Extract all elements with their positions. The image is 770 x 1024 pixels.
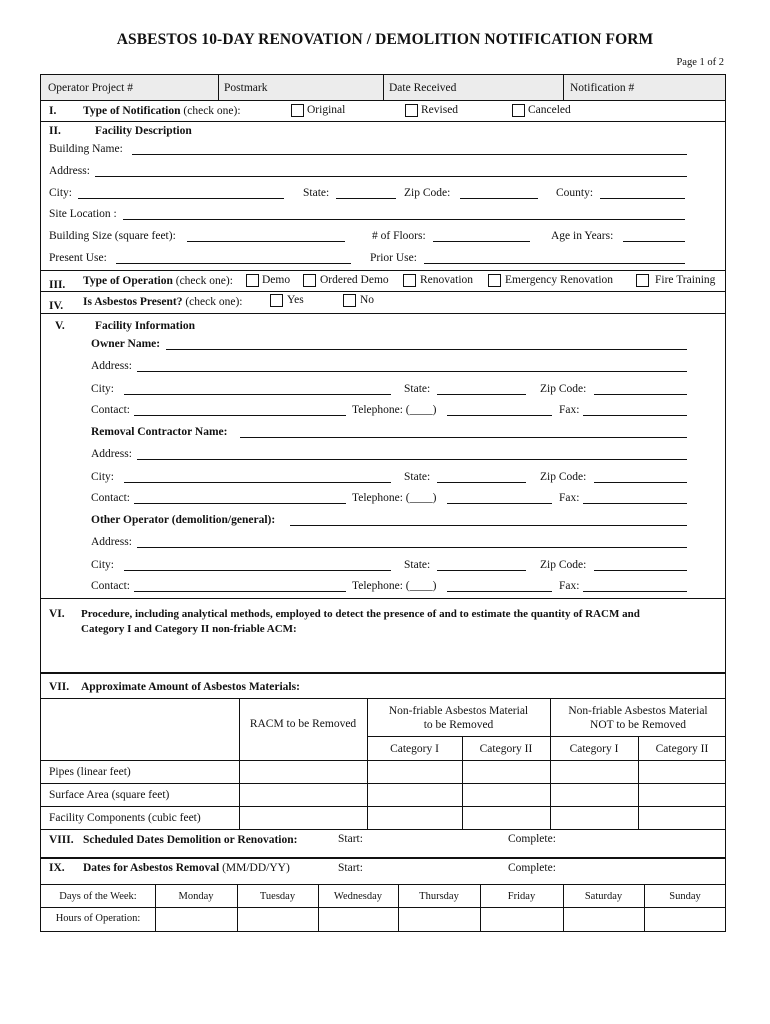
owner-zip-field[interactable]: [594, 394, 687, 395]
section-9-hint: (MM/DD/YY): [222, 862, 290, 874]
age-field[interactable]: [623, 241, 685, 242]
section-8-label: Scheduled Dates Demolition or Renovation:: [83, 834, 298, 846]
site-location-label: Site Location :: [49, 208, 117, 220]
emergency-renovation-checkbox[interactable]: [488, 274, 501, 287]
owner-address-label: Address:: [91, 360, 132, 372]
other-address-label: Address:: [91, 536, 132, 548]
site-location-field[interactable]: [123, 219, 685, 220]
section-6-number: VI.: [49, 608, 65, 620]
ordered-demo-checkbox[interactable]: [303, 274, 316, 287]
other-zip-label: Zip Code:: [540, 559, 587, 571]
building-size-field[interactable]: [187, 241, 345, 242]
contractor-zip-label: Zip Code:: [540, 471, 587, 483]
section-3-hint: (check one):: [175, 275, 233, 287]
surface-area-row-label: Surface Area (square feet): [49, 789, 170, 801]
rule: [40, 270, 726, 271]
emergency-renovation-label: Emergency Renovation: [505, 274, 614, 286]
racm-column-header: RACM to be Removed: [249, 718, 357, 730]
renovation-checkbox[interactable]: [403, 274, 416, 287]
owner-address-field[interactable]: [137, 371, 687, 372]
yes-label: Yes: [287, 294, 304, 306]
other-fax-field[interactable]: [583, 591, 687, 592]
other-contact-field[interactable]: [134, 591, 346, 592]
section-9-complete-label: Complete:: [508, 862, 556, 874]
prior-use-field[interactable]: [424, 263, 685, 264]
address-field[interactable]: [95, 176, 687, 177]
days-row-rule: [40, 907, 726, 908]
thursday-label: Thursday: [419, 891, 459, 902]
original-label: Original: [307, 104, 346, 116]
header-divider: [383, 75, 384, 100]
form-title: ASBESTOS 10-DAY RENOVATION / DEMOLITION NOTIFICATION FORM: [116, 31, 654, 48]
table-row-rule: [40, 806, 726, 807]
building-name-label: Building Name:: [49, 143, 123, 155]
section-3-heading: [83, 274, 233, 288]
section-8-complete-label: Complete:: [508, 833, 556, 845]
notification-number-label: Notification #: [570, 82, 635, 94]
contractor-fax-field[interactable]: [583, 503, 687, 504]
section-6-text-line-2: Category I and Category II non-friable ACM:: [81, 623, 297, 635]
other-telephone-label: Telephone: (____): [352, 580, 437, 592]
section-5-number: V.: [55, 320, 65, 332]
other-fax-label: Fax:: [559, 580, 580, 592]
address-label: Address:: [49, 165, 90, 177]
fire-training-checkbox[interactable]: [636, 274, 649, 287]
building-size-label: Building Size (square feet):: [49, 230, 176, 242]
nonfriable-not-removed-header-line-1: Non-friable Asbestos Material: [568, 705, 708, 717]
header-divider: [218, 75, 219, 100]
other-zip-field[interactable]: [594, 570, 687, 571]
rule: [40, 698, 726, 699]
removal-contractor-field[interactable]: [240, 437, 687, 438]
demo-label: Demo: [262, 274, 291, 286]
days-of-week-label: Days of the Week:: [59, 891, 137, 902]
contractor-city-label: City:: [91, 471, 115, 483]
section-8-start-label: Start:: [338, 833, 363, 845]
owner-telephone-label: Telephone: (____): [352, 404, 437, 416]
section-9-label: Dates for Asbestos Removal: [83, 862, 220, 874]
revised-checkbox[interactable]: [405, 104, 418, 117]
rule: [40, 121, 726, 122]
contractor-contact-field[interactable]: [134, 503, 346, 504]
county-field[interactable]: [600, 198, 685, 199]
contractor-zip-field[interactable]: [594, 482, 687, 483]
age-label: Age in Years:: [551, 230, 614, 242]
canceled-checkbox[interactable]: [512, 104, 525, 117]
owner-name-field[interactable]: [166, 349, 687, 350]
contractor-telephone-label: Telephone: (____): [352, 492, 437, 504]
owner-name-label: Owner Name:: [91, 338, 161, 350]
no-checkbox[interactable]: [343, 294, 356, 307]
owner-state-field[interactable]: [437, 394, 526, 395]
floors-label: # of Floors:: [372, 230, 426, 242]
owner-fax-label: Fax:: [559, 404, 580, 416]
zip-label: Zip Code:: [404, 187, 451, 199]
rule: [40, 100, 726, 101]
section-1-hint: (check one):: [183, 105, 241, 117]
pipes-row-label: Pipes (linear feet): [49, 766, 131, 778]
section-4-heading: [83, 295, 243, 309]
section-5-label: Facility Information: [95, 320, 195, 332]
other-telephone-field[interactable]: [447, 591, 552, 592]
section-7-number: VII.: [49, 681, 70, 693]
rule: [40, 884, 726, 885]
contractor-city-field[interactable]: [124, 482, 391, 483]
demo-checkbox[interactable]: [246, 274, 259, 287]
contractor-address-label: Address:: [91, 448, 132, 460]
header-divider: [563, 75, 564, 100]
category-1-header: Category I: [390, 743, 439, 755]
other-address-field[interactable]: [137, 547, 687, 548]
renovation-label: Renovation: [420, 274, 474, 286]
rule: [40, 598, 726, 599]
category-2-header-not-removed: Category II: [655, 743, 709, 755]
operator-project-label: Operator Project #: [48, 82, 133, 94]
present-use-label: Present Use:: [49, 252, 107, 264]
section-1-heading: [83, 104, 241, 118]
section-8-number: VIII.: [49, 834, 74, 846]
city-label: City:: [49, 187, 73, 199]
owner-telephone-field[interactable]: [447, 415, 552, 416]
owner-city-label: City:: [91, 383, 115, 395]
floors-field[interactable]: [433, 241, 530, 242]
hours-of-operation-label: Hours of Operation:: [55, 913, 141, 924]
original-checkbox[interactable]: [291, 104, 304, 117]
other-state-label: State:: [404, 559, 431, 571]
category-1-header-not-removed: Category I: [569, 743, 619, 755]
nonfriable-removed-header-line-2: to be Removed: [423, 719, 494, 731]
section-2-number: II.: [49, 125, 61, 137]
table-row-rule: [40, 783, 726, 784]
other-operator-field[interactable]: [290, 525, 687, 526]
section-1-label: Type of Notification: [83, 105, 181, 117]
other-city-field[interactable]: [124, 570, 391, 571]
zip-field[interactable]: [460, 198, 538, 199]
rule: [40, 857, 726, 859]
contractor-state-field[interactable]: [437, 482, 526, 483]
section-4-label: Is Asbestos Present?: [83, 296, 183, 308]
section-6-text-line-1: Procedure, including analytical methods, employed to detect the presence of and to estimate the quantity of RACM and: [81, 608, 640, 620]
county-label: County:: [556, 187, 594, 199]
building-name-field[interactable]: [132, 154, 687, 155]
section-4-number: IV.: [49, 300, 64, 312]
sunday-label: Sunday: [669, 891, 701, 902]
revised-label: Revised: [421, 104, 459, 116]
section-9-heading: [83, 861, 290, 875]
prior-use-label: Prior Use:: [370, 252, 417, 264]
facility-components-row-label: Facility Components (cubic feet): [49, 812, 201, 824]
nonfriable-removed-header-line-1: Non-friable Asbestos Material: [388, 705, 529, 717]
contractor-fax-label: Fax:: [559, 492, 580, 504]
ordered-demo-label: Ordered Demo: [320, 274, 389, 286]
section-7-label: Approximate Amount of Asbestos Materials:: [81, 681, 300, 693]
owner-state-label: State:: [404, 383, 431, 395]
friday-label: Friday: [507, 891, 536, 902]
rule: [40, 313, 726, 314]
section-9-number: IX.: [49, 862, 65, 874]
other-state-field[interactable]: [437, 570, 526, 571]
yes-checkbox[interactable]: [270, 294, 283, 307]
owner-city-field[interactable]: [124, 394, 391, 395]
owner-contact-field[interactable]: [134, 415, 346, 416]
removal-contractor-label: Removal Contractor Name:: [91, 426, 228, 438]
contractor-telephone-field[interactable]: [447, 503, 552, 504]
other-operator-label: Other Operator (demolition/general):: [91, 514, 276, 526]
section-4-hint: (check one):: [185, 296, 243, 308]
postmark-label: Postmark: [224, 82, 268, 94]
owner-fax-field[interactable]: [583, 415, 687, 416]
section-9-start-label: Start:: [338, 862, 363, 874]
section-3-label: Type of Operation: [83, 275, 173, 287]
page-number: Page 1 of 2: [676, 57, 724, 68]
nonfriable-not-removed-header-line-2: NOT to be Removed: [590, 719, 686, 731]
fire-training-label: Fire Training: [655, 274, 716, 286]
table-row-rule: [40, 760, 726, 761]
section-3-number: III.: [49, 279, 66, 291]
category-2-header: Category II: [479, 743, 533, 755]
procedure-text-area[interactable]: [80, 640, 720, 668]
other-contact-label: Contact:: [91, 580, 130, 592]
state-field[interactable]: [336, 198, 396, 199]
no-label: No: [360, 294, 375, 306]
saturday-label: Saturday: [584, 891, 623, 902]
monday-label: Monday: [178, 891, 214, 902]
section-2-label: Facility Description: [95, 125, 192, 137]
owner-contact-label: Contact:: [91, 404, 130, 416]
table-subheader-rule: [367, 736, 726, 737]
date-received-label: Date Received: [389, 82, 457, 94]
contractor-address-field[interactable]: [137, 459, 687, 460]
owner-zip-label: Zip Code:: [540, 383, 587, 395]
other-city-label: City:: [91, 559, 115, 571]
contractor-contact-label: Contact:: [91, 492, 130, 504]
tuesday-label: Tuesday: [259, 891, 296, 902]
wednesday-label: Wednesday: [333, 891, 383, 902]
contractor-state-label: State:: [404, 471, 431, 483]
present-use-field[interactable]: [116, 263, 351, 264]
rule: [40, 291, 726, 292]
rule: [40, 829, 726, 830]
rule: [40, 672, 726, 674]
state-label: State:: [303, 187, 330, 199]
city-field[interactable]: [78, 198, 284, 199]
canceled-label: Canceled: [528, 104, 571, 116]
section-1-number: I.: [49, 105, 57, 117]
